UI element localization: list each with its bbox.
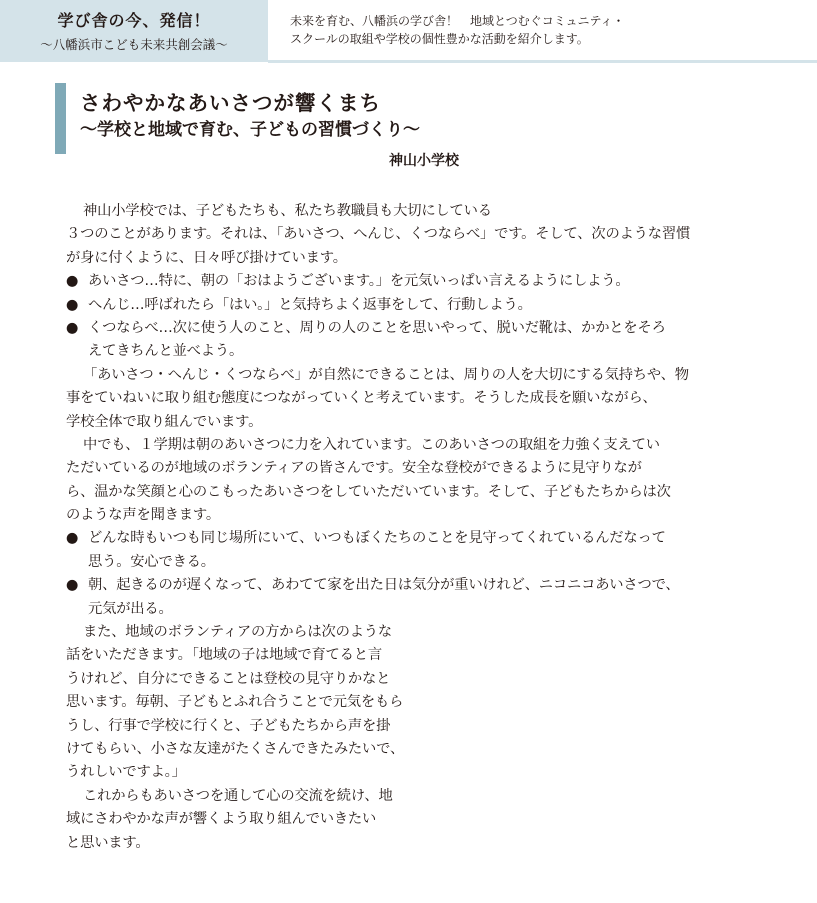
bullet-item [66,270,756,293]
school-name: 神山小学校 [389,153,459,169]
body-line: また、地域のボランティアの方からは次のような [83,624,392,641]
bullet-text: へんじ…呼ばれたら「はい。」と気持ちよく返事をして、行動しよう。 [88,296,532,313]
bullet-icon: ● [66,296,79,313]
header-subtitle: ～八幡浜市こども未来共創会議～ [40,37,228,52]
bullet-text: どんな時もいつも同じ場所にいて、いつもぼくたちのことを見守ってくれているんだなって [88,530,666,547]
body-line: 中でも、１学期は朝のあいさつに力を入れています。このあいさつの取組を力強く支えてい [83,436,660,453]
bullet-text: あいさつ…特に、朝の「おはようございます。」を元気いっぱい言えるようにしよう。 [88,273,630,290]
body-line: と思います。 [66,834,150,851]
body-line: が身に付くように、日々呼び掛けています。 [66,249,347,266]
bullet-continuation: えてきちんと並べよう。 [88,343,244,360]
bullet-item [66,294,756,317]
body-line: けてもらい、小さな友達がたくさんできたみたいで、 [66,740,405,757]
bullet-item [66,527,756,550]
bullet-icon: ● [66,319,79,336]
header-description-line: スクールの取組や学校の個性豊かな活動を紹介します。 [290,32,589,46]
body-line: これからもあいさつを通して心の交流を続け、地 [83,787,393,804]
bullet-continuation: 元気が出る。 [88,600,173,617]
body-line: うし、行事で学校に行くと、子どもたちから声を掛 [66,717,391,734]
body-line: 神山小学校では、子どもたちも、私たち教職員も大切にしている [83,203,492,219]
article-body [66,200,756,855]
header-title: 学び舎の今、発信！ [57,11,211,30]
page-header [0,0,817,62]
bullet-continuation: 思う。安心できる。 [88,553,215,570]
bullet-item [66,574,756,597]
body-line: のような声を聞きます。 [66,507,220,524]
body-line: うけれど、自分にできることは登校の見守りかなと [66,670,391,687]
article-subtitle: ～学校と地域で育む、子どもの習慣づくり～ [80,120,420,140]
body-line: ただいているのが地域のボランティアの皆さんです。安全な登校ができるように見守りなが [66,460,642,477]
bullet-text: くつならべ…次に使う人のこと、周りの人のことを思いやって、脱いだ靴は、かかとをそろ [88,319,666,336]
body-line: 事をていねいに取り組む態度につながっていくと考えています。そうした成長を願いながら、 [66,390,657,407]
bullet-icon: ● [66,577,79,594]
header-divider [268,60,817,63]
body-line: ３つのことがあります。それは、「あいさつ、へんじ、くつならべ」です。そして、次のような習慣 [66,226,691,243]
bullet-icon: ● [66,273,79,290]
header-description-line: 未来を育む、八幡浜の学び舎！ 地域とつむぐコミュニティ・ [290,14,625,28]
body-line: 思います。毎朝、子どもとふれ合うことで元気をもら [66,694,404,711]
body-line: うれしいですよ。」 [66,764,186,781]
body-line: 「あいさつ・へんじ・くつならべ」が自然にできることは、周りの人を大切にする気持ちや、物 [83,366,689,383]
article-title: さわやかなあいさつが響くまち [80,91,381,115]
bullet-text: 朝、起きるのが遅くなって、あわてて家を出た日は気分が重いけれど、ニコニコあいさつで、 [88,577,680,594]
bullet-item [66,317,756,340]
title-accent-bar [55,83,66,154]
header-title-box [0,0,268,62]
header-description [290,12,810,48]
body-line: 話をいただきます。「地域の子は地域で育てると言 [66,647,382,664]
body-line: 学校全体で取り組んでいます。 [66,413,263,430]
body-line: ら、温かな笑顔と心のこもったあいさつをしていただいています。そして、子どもたちからは次 [66,483,671,500]
bullet-icon: ● [66,530,79,547]
body-line: 域にさわやかな声が響くよう取り組んでいきたい [66,811,377,828]
